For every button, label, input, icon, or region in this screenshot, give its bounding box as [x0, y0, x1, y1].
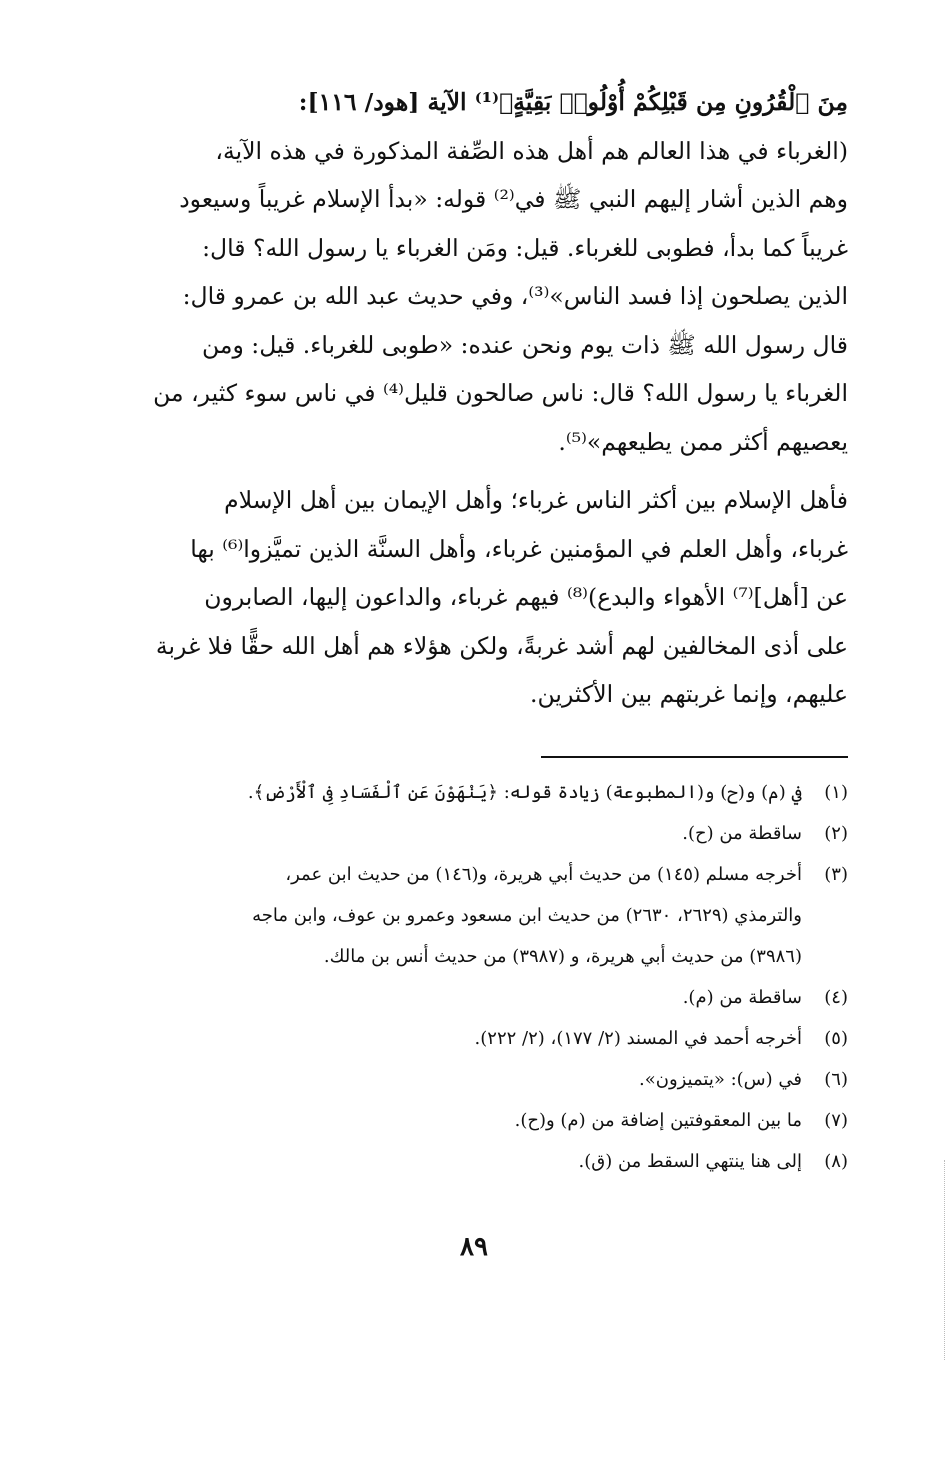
footnote-line: أخرجه أحمد في المسند (٢/ ١٧٧)، (٢/ ٢٢٢).: [474, 1028, 802, 1049]
text-line: غريباً كما بدأ، فطوبى للغرباء. قيل: ومَن الغرباء يا رسول الله؟ قال:: [202, 233, 848, 262]
page-number: ٨٩: [460, 1232, 488, 1262]
footnotes: [128, 772, 848, 1182]
text-line: غرباء، وأهل العلم في المؤمنين غرباء، وأهل السنَّة الذين تميَّزوا⁽⁶⁾ بها: [190, 534, 848, 563]
footnote-body: [128, 1100, 802, 1141]
footnote-item: [128, 1100, 848, 1141]
footnote-line: ما بين المعقوفتين إضافة من (م) و(ح).: [514, 1110, 802, 1131]
text-line: وهم الذين أشار إليهم النبي ﷺ في⁽²⁾ قوله: «بدأ الإسلام غريباً وسيعود: [179, 185, 848, 213]
main-text: [128, 78, 848, 719]
text-line: الذين يصلحون إذا فسد الناس»⁽³⁾، وفي حديث عبد الله بن عمرو قال:: [182, 282, 848, 310]
quran-verse-line: مِنَ ٱلْقُرُونِ مِن قَبْلِكُمْ أُوْلُوا۟ بَقِيَّةٍ﴾⁽¹⁾ الآية [هود/ ١١٦]:: [298, 88, 848, 116]
footnote-number: (٧): [824, 1110, 848, 1131]
footnote-number: (٦): [824, 1069, 848, 1090]
footnote-number: (٨): [824, 1151, 848, 1172]
footnote-item: [128, 813, 848, 854]
text-line: على أذى المخالفين لهم أشد غربةً، ولكن هؤلاء هم أهل الله حقًّا فلا غربة: [155, 631, 848, 660]
footnote-item: [128, 772, 848, 813]
footnote-line: في (س): «يتميزون».: [638, 1069, 802, 1090]
footnote-body: [128, 854, 802, 977]
footnote-body: [128, 1141, 802, 1182]
footnote-number: (٥): [824, 1028, 848, 1049]
footnote-line: ساقطة من (ح).: [682, 823, 802, 844]
footnote-body: [128, 1018, 802, 1059]
footnote-number: (٤): [824, 987, 848, 1008]
footnote-line: والترمذي (٢٦٢٩، ٢٦٣٠) من حديث ابن مسعود وعمرو بن عوف، وابن ماجه: [252, 905, 802, 926]
footnote-divider: [541, 756, 848, 758]
footnote-item: [128, 1141, 848, 1182]
footnote-line: (٣٩٨٦) من حديث أبي هريرة، و (٣٩٨٧) من حديث أنس بن مالك.: [323, 946, 802, 967]
footnote-number: (٢): [824, 823, 848, 844]
scan-edge-mark: [944, 1160, 948, 1360]
text-line: قال رسول الله ﷺ ذات يوم ونحن عنده: «طوبى للغرباء. قيل: ومن: [202, 330, 848, 359]
footnote-number: (٣): [824, 864, 848, 885]
footnote-line: أخرجه مسلم (١٤٥) من حديث أبي هريرة، و(١٤٦) من حديث ابن عمر،: [285, 864, 802, 885]
text-line: عليهم، وإنما غربتهم بين الأكثرين.: [530, 680, 848, 708]
footnote-body: [128, 977, 802, 1018]
paragraph-gap: [128, 466, 848, 476]
text-line: يعصيهم أكثر ممن يطيعهم»⁽⁵⁾.: [558, 427, 848, 456]
footnote-item: [128, 854, 848, 977]
footnote-item: [128, 977, 848, 1018]
text-line: (الغرباء في هذا العالم هم أهل هذه الصِّفة المذكورة في هذه الآية،: [215, 136, 848, 165]
footnote-body: [128, 813, 802, 854]
text-line: فأهل الإسلام بين أكثر الناس غرباء؛ وأهل الإيمان بين أهل الإسلام: [224, 486, 848, 514]
footnote-item: [128, 1018, 848, 1059]
footnote-item: [128, 1059, 848, 1100]
footnote-body: [128, 1059, 802, 1100]
footnote-body: [128, 772, 802, 813]
footnote-number: (١): [824, 782, 848, 803]
footnote-line: في (م) و(ح) و(المطبوعة) زيادة قوله: ﴿يَنْهَوْنَ عَنِ ٱلْفَسَادِ فِى ٱلْأَرْضِ﴾.: [247, 782, 802, 803]
footnote-line: ساقطة من (م).: [682, 987, 802, 1008]
text-line: الغرباء يا رسول الله؟ قال: ناس صالحون قليل⁽⁴⁾ في ناس سوء كثير، من: [153, 379, 848, 407]
footnote-line: إلى هنا ينتهي السقط من (ق).: [578, 1151, 802, 1172]
text-line: عن [أهل]⁽⁷⁾ الأهواء والبدع)⁽⁸⁾ فيهم غرباء، والداعون إليها، الصابرون: [204, 583, 848, 611]
